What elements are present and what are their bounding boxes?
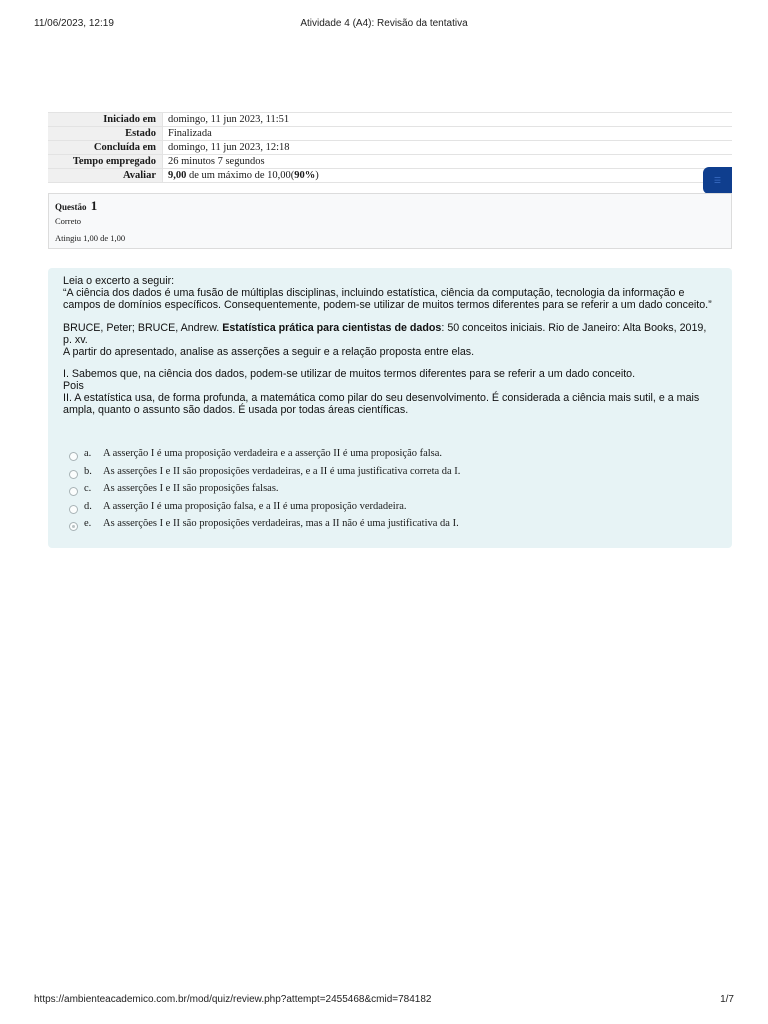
print-header (0, 18, 768, 32)
question-instruction: A partir do apresentado, analise as asserções a seguir e a relação proposta entre elas. (63, 346, 475, 358)
answer-option-d[interactable] (69, 501, 719, 519)
summary-row-started (48, 113, 732, 127)
grade-max-text: de um máximo de 10,00( (186, 170, 295, 181)
summary-row-completed (48, 141, 732, 155)
answer-option-b[interactable] (69, 466, 719, 484)
radio-button[interactable] (69, 452, 78, 461)
reference-details: : 50 conceitos iniciais. Rio de Janeiro: Alta Books, 2019, p. xv. (63, 322, 707, 346)
grade-percent: 90% (294, 170, 316, 181)
print-url: https://ambienteacademico.com.br/mod/quiz/review.php?attempt=2455468&cmid=784182 (34, 994, 432, 1005)
summary-row-grade (48, 169, 732, 183)
assertion-one: I. Sabemos que, na ciência dos dados, podem-se utilizar de muitos termos diferentes para se referir a um dado conceito. (63, 368, 636, 380)
question-intro: Leia o excerto a seguir: (63, 275, 175, 287)
grade-close: ) (315, 170, 319, 181)
answer-text: A asserção I é uma proposição falsa, e a II é uma proposição verdadeira. (103, 500, 407, 512)
assertion-two: II. A estatística usa, de forma profunda, a matemática como pilar do seu desenvolvimento. É considerada a ciência mais sutil, e a mais ampla, quanto o assunto são dados. É usada por todas áreas científicas. (63, 392, 700, 416)
state-label: Estado (48, 127, 163, 141)
state-value: Finalizada (163, 127, 733, 141)
question-quote: “A ciência dos dados é uma fusão de múltiplas disciplinas, incluindo estatística, ciência da computação, tecnologia da informação e campos de domínios específicos. Consequentemente, podem-se utilizar de muitos termos diferentes para se referir a um dado conceito.” (63, 287, 712, 311)
radio-button[interactable] (69, 487, 78, 496)
answer-option-c[interactable] (69, 483, 719, 501)
question-info (48, 193, 732, 249)
answer-text: A asserção I é uma proposição verdadeira e a asserção II é uma proposição falsa. (103, 448, 443, 459)
summary-row-state (48, 127, 732, 141)
question-label: Questão (55, 202, 87, 212)
reference-title: Estatística prática para cientistas de dados (222, 322, 442, 334)
summary-row-time (48, 155, 732, 169)
question-num: 1 (90, 198, 98, 213)
answer-letter: a. (84, 448, 92, 459)
grade-value (163, 169, 733, 183)
quiz-navigation-button[interactable] (703, 167, 732, 194)
answer-text: As asserções I e II são proposições verdadeiras, mas a II não é uma justificativa da I. (103, 518, 459, 529)
print-page-title: Atividade 4 (A4): Revisão da tentativa (300, 18, 468, 29)
answer-letter: d. (84, 500, 92, 512)
answer-option-e[interactable] (69, 518, 719, 536)
grade-score: 9,00 (168, 170, 187, 181)
answer-option-a[interactable] (69, 448, 719, 466)
question-number (55, 198, 97, 214)
answer-letter: e. (84, 518, 92, 529)
quiz-nav-icon: ☰ (713, 176, 722, 185)
radio-button-selected[interactable] (69, 522, 78, 531)
print-datetime: 11/06/2023, 12:19 (34, 18, 114, 29)
grade-label: Avaliar (48, 169, 163, 183)
radio-button[interactable] (69, 505, 78, 514)
question-reference (63, 322, 718, 346)
print-page-number: 1/7 (720, 994, 734, 1005)
answer-letter: c. (84, 483, 92, 494)
started-value: domingo, 11 jun 2023, 11:51 (163, 113, 733, 127)
answer-letter: b. (84, 465, 92, 477)
question-grade: Atingiu 1,00 de 1,00 (55, 233, 126, 243)
answer-options (69, 448, 719, 536)
started-label: Iniciado em (48, 113, 163, 127)
reference-authors: BRUCE, Peter; BRUCE, Andrew. (63, 322, 223, 334)
answer-text: As asserções I e II são proposições verdadeiras, e a II é uma justificativa correta da I. (103, 465, 461, 477)
attempt-summary-table (48, 112, 732, 183)
question-state: Correto (55, 216, 81, 226)
print-footer (0, 994, 768, 1008)
time-value: 26 minutos 7 segundos (163, 155, 733, 169)
completed-value: domingo, 11 jun 2023, 12:18 (163, 141, 733, 155)
assertion-connector: Pois (63, 380, 84, 392)
question-content (48, 268, 732, 548)
radio-button[interactable] (69, 470, 78, 479)
question-text (63, 275, 718, 416)
answer-text: As asserções I e II são proposições falsas. (103, 483, 279, 494)
time-label: Tempo empregado (48, 155, 163, 169)
completed-label: Concluída em (48, 141, 163, 155)
